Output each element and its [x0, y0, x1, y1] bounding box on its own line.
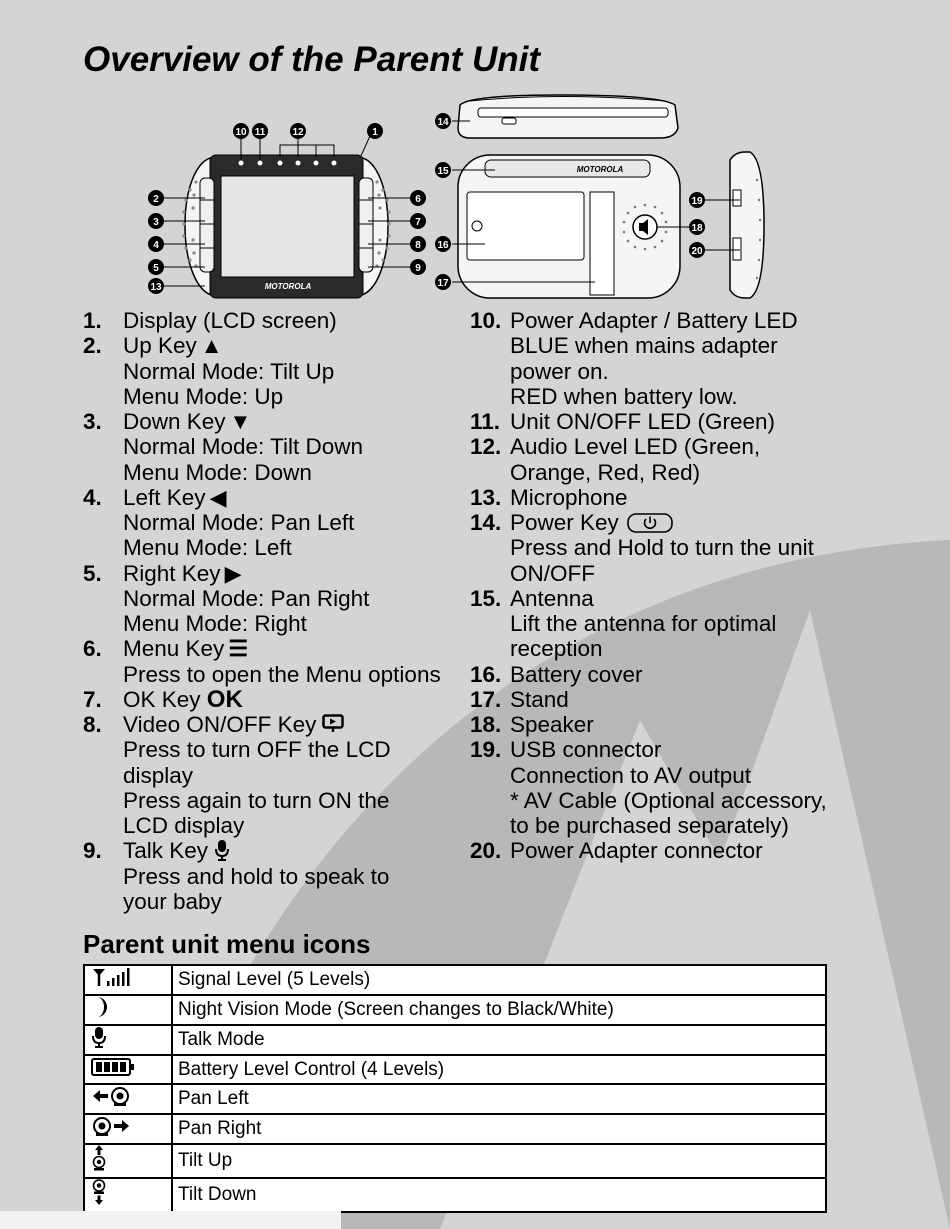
microphone-icon [214, 839, 230, 861]
list-item [83, 636, 463, 687]
callout-9 [410, 259, 426, 275]
item-line: Menu Mode: Right [123, 611, 307, 636]
table-row [84, 1025, 826, 1055]
item-line: Right Key [123, 560, 221, 586]
callout-13 [148, 278, 164, 294]
pan-right-icon [91, 1115, 131, 1137]
table-cell: Tilt Down [172, 1178, 826, 1212]
item-line: OK Key [123, 686, 201, 712]
ok-icon: OK [206, 685, 243, 713]
svg-text:14: 14 [437, 117, 449, 128]
item-line: Menu Mode: Left [123, 535, 292, 561]
item-number: 13. [470, 484, 502, 510]
item-line: Antenna [510, 585, 594, 611]
item-line: Stand [510, 686, 569, 712]
item-line: Talk Key [123, 838, 209, 864]
item-line: Normal Mode: Pan Right [123, 585, 370, 611]
item-line: RED when battery low. [510, 383, 738, 409]
table-row [84, 965, 826, 995]
list-item [83, 561, 463, 637]
callout-17 [435, 274, 451, 290]
pan-left-icon [91, 1085, 131, 1107]
item-line: Video ON/OFF Key [123, 712, 317, 737]
list-item [470, 737, 850, 838]
list-item [83, 409, 463, 485]
item-number: 15. [470, 585, 502, 611]
svg-text:2: 2 [153, 194, 159, 205]
table-row [84, 1144, 826, 1178]
table-cell: Night Vision Mode (Screen changes to Black/White) [172, 995, 826, 1025]
list-item [83, 838, 463, 914]
page-title: Overview of the Parent Unit [83, 40, 541, 79]
item-number: 4. [83, 484, 102, 510]
left-arrow-icon: ◀ [209, 484, 227, 510]
list-item [470, 409, 850, 434]
brand-label: MOTOROLA [264, 282, 312, 291]
svg-text:16: 16 [437, 240, 449, 251]
svg-text:10: 10 [235, 127, 247, 138]
list-item [83, 687, 463, 712]
callout-16 [435, 236, 451, 252]
callout-15 [435, 162, 451, 178]
item-line: Power Adapter / Battery LED [510, 308, 798, 333]
list-item [470, 838, 850, 863]
svg-text:12: 12 [292, 127, 304, 138]
item-line: Left Key [123, 484, 206, 510]
item-line: Power Adapter connector [510, 838, 763, 864]
item-number: 19. [470, 737, 502, 763]
callout-20 [689, 242, 705, 258]
item-line: Battery cover [510, 661, 643, 687]
item-line: ON/OFF [510, 560, 595, 586]
item-number: 20. [470, 838, 502, 864]
svg-text:11: 11 [254, 127, 266, 138]
item-line: Audio Level LED (Green, [510, 434, 761, 460]
svg-text:18: 18 [691, 223, 703, 234]
item-number: 11. [470, 409, 501, 434]
item-number: 18. [470, 712, 502, 737]
page-footer-strip [0, 1211, 341, 1229]
item-number: 17. [470, 686, 502, 712]
down-arrow-icon: ▼ [229, 409, 252, 434]
callout-4 [148, 236, 164, 252]
tilt-down-icon [91, 1179, 107, 1205]
item-number: 6. [83, 636, 102, 662]
signal-level-icon [91, 966, 137, 988]
svg-text:6: 6 [415, 194, 421, 205]
callout-6 [410, 190, 426, 206]
svg-text:3: 3 [153, 217, 159, 228]
item-number: 1. [83, 308, 102, 333]
item-line: Press again to turn ON the [123, 787, 390, 813]
battery-level-icon [91, 1057, 135, 1077]
item-number: 14. [470, 510, 502, 535]
item-number: 5. [83, 560, 102, 586]
power-icon [627, 513, 673, 533]
svg-text:20: 20 [691, 246, 703, 257]
item-number: 3. [83, 409, 102, 434]
callout-12 [290, 123, 306, 139]
svg-text:15: 15 [437, 166, 449, 177]
side-view [730, 152, 764, 298]
svg-text:17: 17 [437, 278, 449, 289]
top-view [458, 95, 678, 138]
item-line: Display (LCD screen) [123, 308, 337, 333]
list-item [470, 308, 850, 409]
menu-icon: ☰ [228, 636, 249, 662]
item-line: power on. [510, 358, 609, 384]
item-number: 7. [83, 686, 102, 712]
callout-11 [252, 123, 268, 139]
callout-3 [148, 213, 164, 229]
list-item [83, 712, 463, 838]
list-item [470, 485, 850, 510]
video-screen-icon [322, 714, 344, 734]
list-item [470, 434, 850, 485]
svg-text:4: 4 [153, 240, 159, 251]
up-arrow-icon: ▲ [200, 333, 223, 359]
table-row [84, 1114, 826, 1144]
back-view [458, 155, 680, 298]
list-item [470, 712, 850, 737]
item-number: 8. [83, 712, 102, 737]
table-row [84, 995, 826, 1025]
item-number: 2. [83, 333, 102, 359]
item-line: Menu Key [123, 636, 225, 662]
callout-10 [233, 123, 249, 139]
list-item [470, 586, 850, 662]
svg-text:1: 1 [372, 127, 378, 138]
item-line: LCD display [123, 813, 245, 838]
callout-5 [148, 259, 164, 275]
item-line: Menu Mode: Up [123, 383, 284, 409]
item-line: Press to open the Menu options [123, 661, 441, 687]
list-item [470, 662, 850, 687]
callout-1 [367, 123, 383, 139]
table-cell: Battery Level Control (4 Levels) [172, 1055, 826, 1084]
item-line: Normal Mode: Pan Left [123, 510, 355, 535]
svg-text:9: 9 [415, 263, 421, 274]
item-line: to be purchased separately) [510, 813, 789, 838]
item-line: BLUE when mains adapter [510, 333, 778, 359]
item-line: Connection to AV output [510, 762, 752, 788]
item-number: 12. [470, 434, 502, 460]
item-line: Lift the antenna for optimal [510, 611, 777, 636]
item-line: reception [510, 636, 603, 662]
list-item [83, 308, 463, 333]
list-item [470, 687, 850, 712]
table-cell: Pan Right [172, 1114, 826, 1144]
parts-list-left [83, 308, 463, 914]
night-vision-icon [91, 996, 115, 1018]
menu-icons-table [83, 964, 827, 1213]
table-row [84, 1178, 826, 1212]
list-item [470, 510, 850, 586]
table-cell: Tilt Up [172, 1144, 826, 1178]
table-cell: Signal Level (5 Levels) [172, 965, 826, 995]
callout-19 [689, 192, 705, 208]
parent-unit-diagram [140, 90, 780, 305]
item-line: Press to turn OFF the LCD [123, 737, 391, 763]
list-item [83, 333, 463, 409]
item-line: * AV Cable (Optional accessory, [510, 787, 827, 813]
item-line: Up Key [123, 333, 197, 359]
svg-text:5: 5 [153, 263, 159, 274]
front-view [182, 155, 390, 298]
callout-18 [689, 219, 705, 235]
item-line: Press and Hold to turn the unit [510, 535, 814, 561]
item-line: Menu Mode: Down [123, 459, 312, 485]
item-line: Normal Mode: Tilt Down [123, 434, 364, 460]
svg-text:13: 13 [150, 282, 162, 293]
item-line: Unit ON/OFF LED (Green) [510, 409, 776, 434]
item-line: display [123, 762, 194, 788]
parts-list-right [470, 308, 850, 864]
talk-mode-icon [91, 1026, 107, 1048]
item-line: USB connector [510, 737, 662, 763]
item-line: Normal Mode: Tilt Up [123, 358, 335, 384]
callout-8 [410, 236, 426, 252]
svg-text:MOTOROLA: MOTOROLA [576, 165, 624, 174]
menu-icons-heading: Parent unit menu icons [83, 929, 371, 959]
item-line: Press and hold to speak to [123, 863, 390, 889]
callout-2 [148, 190, 164, 206]
item-number: 16. [470, 661, 502, 687]
item-line: Down Key [123, 409, 226, 434]
list-item [83, 485, 463, 561]
table-cell: Talk Mode [172, 1025, 826, 1055]
item-number: 9. [83, 838, 102, 864]
svg-text:19: 19 [691, 196, 703, 207]
callout-14 [435, 113, 451, 129]
item-line: Microphone [510, 484, 628, 510]
item-line: Orange, Red, Red) [510, 459, 701, 485]
right-arrow-icon: ▶ [224, 560, 242, 586]
table-row [84, 1055, 826, 1084]
callout-7 [410, 213, 426, 229]
svg-text:8: 8 [415, 240, 421, 251]
tilt-up-icon [91, 1145, 107, 1171]
item-line: Power Key [510, 510, 619, 535]
svg-text:7: 7 [415, 217, 421, 228]
table-cell: Pan Left [172, 1084, 826, 1114]
item-line: your baby [123, 888, 222, 914]
item-line: Speaker [510, 712, 594, 737]
table-row [84, 1084, 826, 1114]
item-number: 10. [470, 308, 502, 333]
